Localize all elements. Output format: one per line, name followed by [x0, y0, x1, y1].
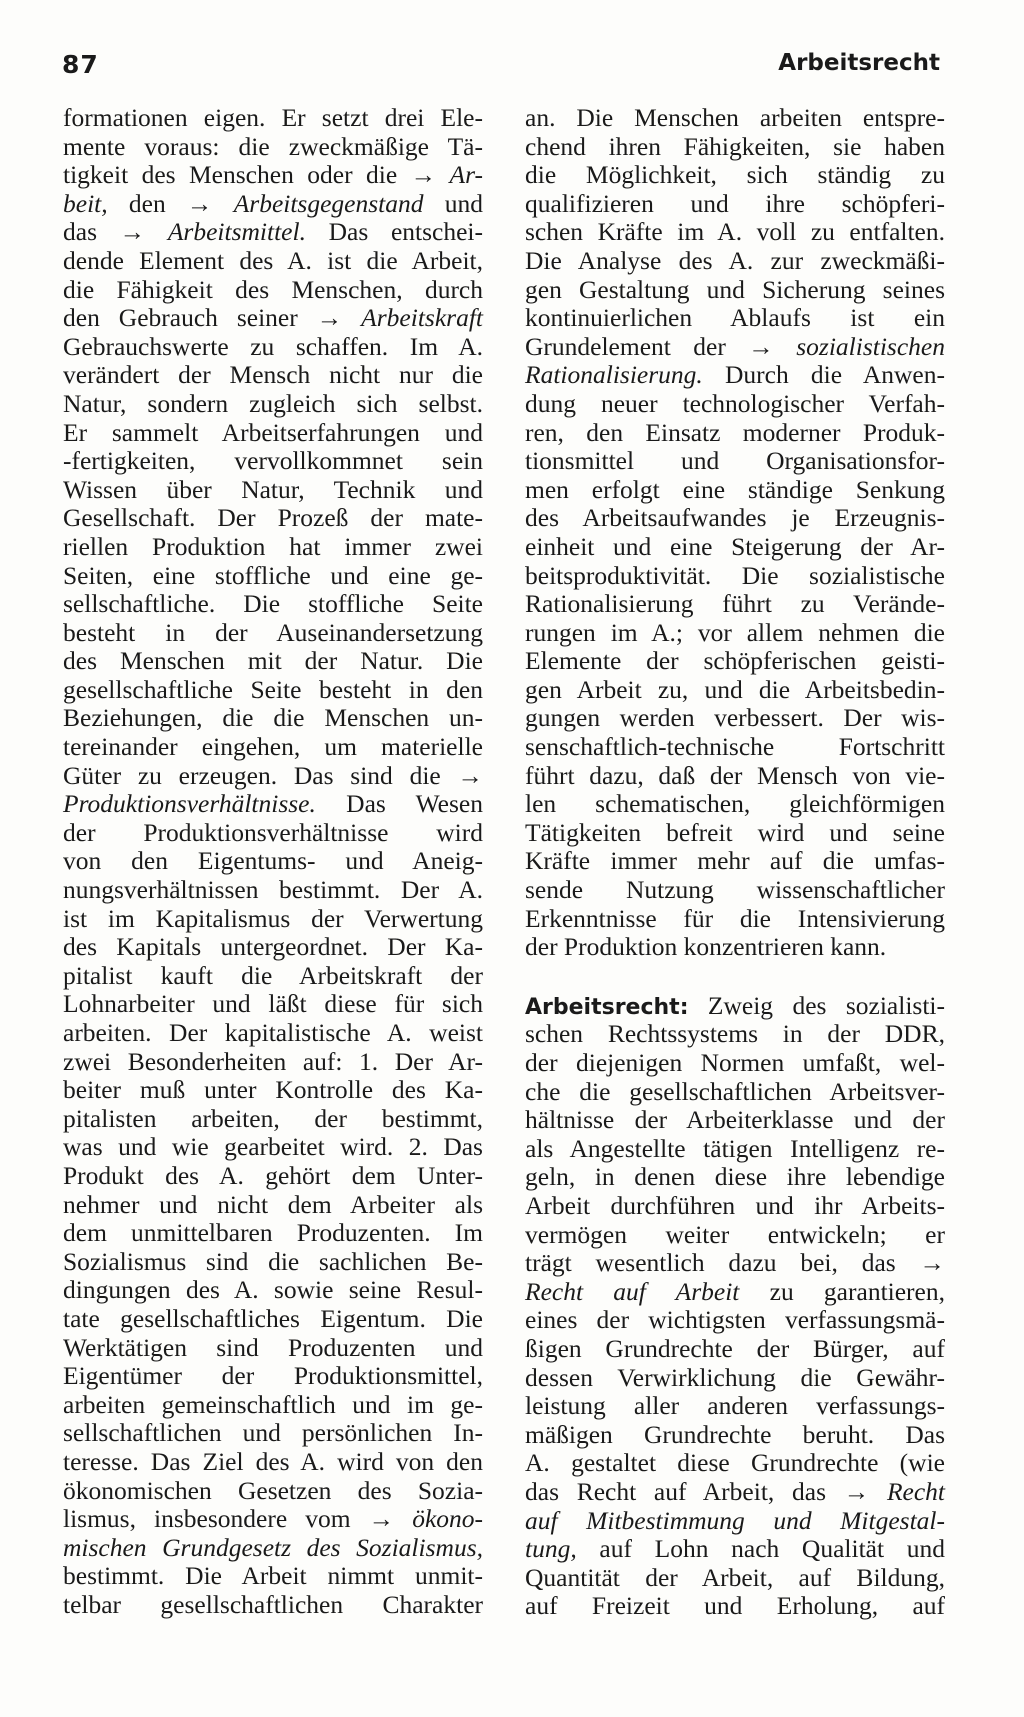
text-line: [63, 733, 483, 762]
text-run: Arbeit durchführen und ihr Arbeits-: [525, 1190, 945, 1220]
text-run: auf Freizeit und Erholung, auf: [525, 1591, 945, 1621]
text-line: [525, 1564, 945, 1593]
text-line: [525, 1478, 945, 1507]
text-line: [525, 1592, 945, 1621]
cross-reference: mischen Grundgesetz des Sozialismus,: [63, 1532, 483, 1562]
text-run: sellschaftliche. Die stoffliche Seite: [63, 589, 483, 619]
text-run: tigkeit des Menschen oder die →: [63, 160, 450, 190]
text-run: Tätigkeiten befreit wird und seine: [525, 817, 945, 847]
text-line: [63, 1219, 483, 1248]
text-line: [63, 1162, 483, 1191]
text-line: [525, 790, 945, 819]
text-run: senschaftlich-technische Fortschritt: [525, 732, 945, 762]
text-run: beitsproduktivität. Die sozialistische: [525, 560, 945, 590]
text-run: Beziehungen, die die Menschen un-: [63, 703, 483, 733]
text-line: [525, 419, 945, 448]
text-run: arbeiten. Der kapitalistische A. weist: [63, 1018, 483, 1047]
text-run: Gebrauchswerte zu schaffen. Im A.: [63, 331, 483, 361]
text-line: [63, 1505, 483, 1534]
text-run: A. gestaltet diese Grundrechte (wie: [525, 1448, 945, 1478]
text-run: des Arbeitsaufwandes je Erzeugnis-: [525, 503, 945, 533]
text-run: arbeiten gemeinschaftlich und im ge-: [63, 1389, 483, 1419]
text-line: [525, 1106, 945, 1135]
text-line: [63, 304, 483, 333]
cross-reference: auf Mitbestimmung und Mitgestal-: [525, 1505, 945, 1535]
text-line: [63, 476, 483, 505]
text-line: [63, 647, 483, 676]
text-run: eines der wichtigsten verfassungsmä-: [525, 1305, 945, 1335]
text-line: [525, 1335, 945, 1364]
text-line: [63, 533, 483, 562]
text-run: das →: [63, 217, 168, 247]
text-run: beiter muß unter Kontrolle des Ka-: [63, 1075, 483, 1105]
text-run: Grundelement der →: [525, 331, 797, 361]
text-line: [525, 1192, 945, 1221]
text-line: [63, 1391, 483, 1420]
text-line: [63, 819, 483, 848]
text-run: qualifizieren und ihre schöpferi-: [525, 188, 945, 218]
text-run: Sozialismus sind die sachlichen Be-: [63, 1246, 483, 1276]
text-line: [63, 933, 483, 962]
cross-reference: Recht: [886, 1476, 945, 1506]
text-line: [63, 1076, 483, 1105]
text-run: dem unmittelbaren Produzenten. Im: [63, 1218, 483, 1248]
text-run: auf Lohn nach Qualität und: [576, 1534, 945, 1564]
text-line: [525, 104, 945, 133]
text-line: [525, 1135, 945, 1164]
text-line: [525, 247, 945, 276]
text-line: [63, 218, 483, 247]
text-run: pitalist kauft die Arbeitskraft der: [63, 960, 483, 990]
text-run: Wissen über Natur, Technik und: [63, 474, 483, 504]
text-line: [525, 276, 945, 305]
text-line: [63, 704, 483, 733]
text-run: -fertigkeiten, vervollkommnet sein: [63, 446, 483, 476]
cross-reference: Rationalisierung.: [525, 360, 703, 390]
text-line: [63, 1105, 483, 1134]
text-run: den →: [107, 188, 234, 218]
text-run: trägt wesentlich dazu bei, das →: [525, 1248, 945, 1278]
text-run: vermögen weiter entwickeln; er: [525, 1219, 945, 1249]
text-line: [525, 304, 945, 333]
text-line: [525, 161, 945, 190]
text-run: leistung aller anderen verfassungs-: [525, 1391, 945, 1421]
text-run: Elemente der schöpferischen geisti-: [525, 646, 945, 676]
text-run: gungen werden verbessert. Der wis-: [525, 703, 945, 733]
entry-headword: Arbeitsrecht:: [525, 994, 689, 1020]
text-line: [63, 1477, 483, 1506]
text-line: [63, 1534, 483, 1563]
text-line: [63, 1191, 483, 1220]
text-line: [63, 676, 483, 705]
text-run: Seiten, eine stoffliche und eine ge-: [63, 560, 483, 590]
text-line: [63, 1562, 483, 1591]
cross-reference: Ar-: [449, 160, 483, 190]
text-run: gen Arbeit zu, und die Arbeitsbedin-: [525, 674, 945, 704]
text-line: [525, 390, 945, 419]
text-run: Natur, sondern zugleich sich selbst.: [63, 388, 483, 418]
text-run: Durch die Anwen-: [702, 360, 945, 390]
text-line: [63, 790, 483, 819]
text-run: als Angestellte tätigen Intelligenz re-: [525, 1133, 945, 1163]
right-text-column: [525, 104, 945, 1621]
text-line: [525, 447, 945, 476]
text-run: zwei Besonderheiten auf: 1. Der Ar-: [63, 1046, 483, 1076]
text-run: Zweig des sozialisti-: [688, 990, 945, 1020]
text-run: Produkt des A. gehört dem Unter-: [63, 1160, 483, 1190]
text-line: [525, 361, 945, 390]
text-line: [63, 619, 483, 648]
text-run: führt dazu, daß der Mensch von vie-: [525, 760, 945, 790]
text-run: Güter zu erzeugen. Das sind die →: [63, 760, 483, 790]
text-run: an. Die Menschen arbeiten entspre-: [525, 103, 945, 132]
text-run: gen Gestaltung und Sicherung seines: [525, 274, 945, 304]
text-run: der Produktionsverhältnisse wird: [63, 817, 483, 847]
left-text-column: [63, 104, 483, 1619]
text-run: ßigen Grundrechte der Bürger, auf: [525, 1333, 945, 1363]
text-run: den Gebrauch seiner →: [63, 303, 362, 333]
text-run: che die gesellschaftlichen Arbeitsver-: [525, 1076, 945, 1106]
text-line: [63, 1248, 483, 1277]
text-line: [525, 1221, 945, 1250]
text-run: dingungen des A. sowie seine Resul-: [63, 1275, 483, 1305]
cross-reference: sozialistischen: [796, 331, 945, 361]
text-line: [525, 647, 945, 676]
cross-reference: Produktionsverhältnisse.: [63, 789, 316, 819]
text-run: geln, in denen diese ihre lebendige: [525, 1162, 945, 1192]
text-run: schen Kräfte im A. voll zu entfalten.: [525, 217, 945, 247]
text-line: [63, 1019, 483, 1048]
text-run: besteht in der Auseinandersetzung: [63, 617, 483, 647]
entry-continuation: [525, 104, 945, 962]
page-number: 87: [62, 50, 99, 79]
text-run: des Menschen mit der Natur. Die: [63, 646, 483, 676]
text-run: formationen eigen. Er setzt drei Ele-: [63, 103, 483, 132]
text-run: bestimmt. Die Arbeit nimmt unmit-: [63, 1561, 483, 1591]
text-line: [525, 1535, 945, 1564]
text-run: des Kapitals untergeordnet. Der Ka-: [63, 932, 483, 962]
text-line: [525, 1249, 945, 1278]
text-line: [525, 819, 945, 848]
text-run: Das entschei-: [305, 217, 483, 247]
running-head: Arbeitsrecht: [778, 50, 940, 76]
text-line: [63, 905, 483, 934]
text-line: [525, 876, 945, 905]
text-line: [63, 161, 483, 190]
text-run: tate gesellschaftliches Eigentum. Die: [63, 1303, 483, 1333]
text-line: [525, 1020, 945, 1049]
cross-reference: Recht auf Arbeit: [525, 1276, 740, 1306]
entry-arbeitsrecht: [525, 992, 945, 1621]
text-line: [525, 1278, 945, 1307]
text-line: [525, 1078, 945, 1107]
text-line: [525, 1163, 945, 1192]
text-line: [63, 190, 483, 219]
text-line: [525, 590, 945, 619]
text-line: [525, 733, 945, 762]
entry-separator: [525, 962, 945, 992]
text-run: sellschaftlichen und persönlichen In-: [63, 1418, 483, 1448]
text-run: ren, den Einsatz moderner Produk-: [525, 417, 945, 447]
text-run: schen Rechtssystems in der DDR,: [525, 1019, 945, 1049]
text-line: [63, 1334, 483, 1363]
cross-reference: Arbeitskraft: [361, 303, 483, 333]
text-line: [63, 1133, 483, 1162]
text-run: Eigentümer der Produktionsmittel,: [63, 1361, 483, 1391]
text-run: teresse. Das Ziel des A. wird von den: [63, 1446, 483, 1476]
text-run: ist im Kapitalismus der Verwertung: [63, 903, 483, 933]
text-run: von den Eigentums- und Aneig-: [63, 846, 483, 876]
text-run: und: [423, 188, 483, 218]
text-run: Er sammelt Arbeitserfahrungen und: [63, 417, 483, 447]
text-line: [63, 504, 483, 533]
text-run: nungsverhältnissen bestimmt. Der A.: [63, 875, 483, 905]
text-line: [525, 992, 945, 1021]
text-line: [525, 762, 945, 791]
text-run: ökonomischen Gesetzen des Sozia-: [63, 1475, 483, 1505]
text-line: [525, 1421, 945, 1450]
text-line: [525, 504, 945, 533]
cross-reference: Arbeitsgegenstand: [233, 188, 424, 218]
text-run: Erkenntnisse für die Intensivierung: [525, 903, 945, 933]
text-line: [63, 390, 483, 419]
text-line: [525, 190, 945, 219]
text-run: lismus, insbesondere vom →: [63, 1504, 413, 1534]
text-line: [63, 1591, 483, 1620]
text-line: [63, 1305, 483, 1334]
text-line: [525, 676, 945, 705]
text-run: dessen Verwirklichung die Gewähr-: [525, 1362, 945, 1392]
text-line: [63, 962, 483, 991]
text-line: [525, 704, 945, 733]
cross-reference: beit,: [63, 188, 108, 218]
text-line: [63, 361, 483, 390]
text-run: kontinuierlichen Ablaufs ist ein: [525, 303, 945, 333]
text-run: mäßigen Grundrechte beruht. Das: [525, 1419, 945, 1449]
text-run: tionsmittel und Organisationsfor-: [525, 446, 945, 476]
text-line: [63, 1048, 483, 1077]
text-line: [525, 1392, 945, 1421]
text-run: Kräfte immer mehr auf die umfas-: [525, 846, 945, 876]
text-line: [525, 1449, 945, 1478]
text-line: [63, 990, 483, 1019]
text-line: [525, 933, 945, 962]
text-run: rungen im A.; vor allem nehmen die: [525, 617, 945, 647]
text-line: [525, 619, 945, 648]
text-run: zu garantieren,: [739, 1276, 945, 1306]
text-line: [63, 762, 483, 791]
text-run: riellen Produktion hat immer zwei: [63, 531, 483, 561]
text-line: [525, 905, 945, 934]
text-line: [63, 133, 483, 162]
text-run: der diejenigen Normen umfaßt, wel-: [525, 1048, 945, 1077]
text-run: einheit und eine Steigerung der Ar-: [525, 531, 945, 561]
text-run: was und wie gearbeitet wird. 2. Das: [63, 1132, 483, 1162]
text-line: [63, 1419, 483, 1448]
text-line: [63, 562, 483, 591]
text-line: [525, 133, 945, 162]
text-line: [63, 104, 483, 133]
text-line: [63, 847, 483, 876]
text-line: [525, 476, 945, 505]
text-line: [63, 447, 483, 476]
cross-reference: ökono-: [412, 1504, 483, 1534]
text-run: Das Wesen: [315, 789, 483, 819]
text-line: [525, 218, 945, 247]
text-run: Gesellschaft. Der Prozeß der mate-: [63, 503, 483, 533]
text-run: mente voraus: die zweckmäßige Tä-: [63, 131, 483, 161]
text-run: Die Analyse des A. zur zweckmäßi-: [525, 245, 945, 275]
text-line: [63, 419, 483, 448]
text-line: [63, 590, 483, 619]
text-run: die Möglichkeit, sich ständig zu: [525, 160, 945, 190]
text-run: dende Element des A. ist die Arbeit,: [63, 245, 483, 275]
text-line: [63, 276, 483, 305]
text-line: [525, 1364, 945, 1393]
cross-reference: Arbeitsmittel.: [167, 217, 306, 247]
text-line: [525, 1507, 945, 1536]
text-run: gesellschaftliche Seite besteht in den: [63, 674, 483, 704]
text-run: Rationalisierung führt zu Verände-: [525, 589, 945, 619]
text-line: [525, 847, 945, 876]
text-run: sende Nutzung wissenschaftlicher: [525, 875, 945, 905]
text-run: verändert der Mensch nicht nur die: [63, 360, 483, 390]
text-line: [525, 333, 945, 362]
text-line: [63, 333, 483, 362]
text-run: tereinander eingehen, um materielle: [63, 732, 483, 762]
text-run: Quantität der Arbeit, auf Bildung,: [525, 1562, 945, 1592]
text-run: hältnisse der Arbeiterklasse und der: [525, 1105, 945, 1135]
text-run: nehmer und nicht dem Arbeiter als: [63, 1189, 483, 1219]
text-line: [63, 247, 483, 276]
text-line: [525, 1306, 945, 1335]
text-run: dung neuer technologischer Verfah-: [525, 388, 945, 418]
text-line: [525, 1049, 945, 1078]
text-run: die Fähigkeit des Menschen, durch: [63, 274, 483, 304]
text-run: Lohnarbeiter und läßt diese für sich: [63, 989, 483, 1019]
text-run: pitalisten arbeiten, der bestimmt,: [63, 1103, 483, 1133]
text-line: [63, 876, 483, 905]
text-line: [525, 533, 945, 562]
text-run: telbar gesellschaftlichen Charakter: [63, 1589, 483, 1619]
text-line: [63, 1276, 483, 1305]
text-run: der Produktion konzentrieren kann.: [525, 932, 887, 962]
text-run: men erfolgt eine ständige Senkung: [525, 474, 945, 504]
text-line: [525, 562, 945, 591]
text-run: len schematischen, gleichförmigen: [525, 789, 945, 819]
text-run: Werktätigen sind Produzenten und: [63, 1332, 483, 1362]
text-run: das Recht auf Arbeit, das →: [525, 1476, 887, 1506]
text-line: [63, 1362, 483, 1391]
text-run: chend ihren Fähigkeiten, sie haben: [525, 131, 945, 161]
cross-reference: tung,: [525, 1534, 577, 1564]
text-line: [63, 1448, 483, 1477]
